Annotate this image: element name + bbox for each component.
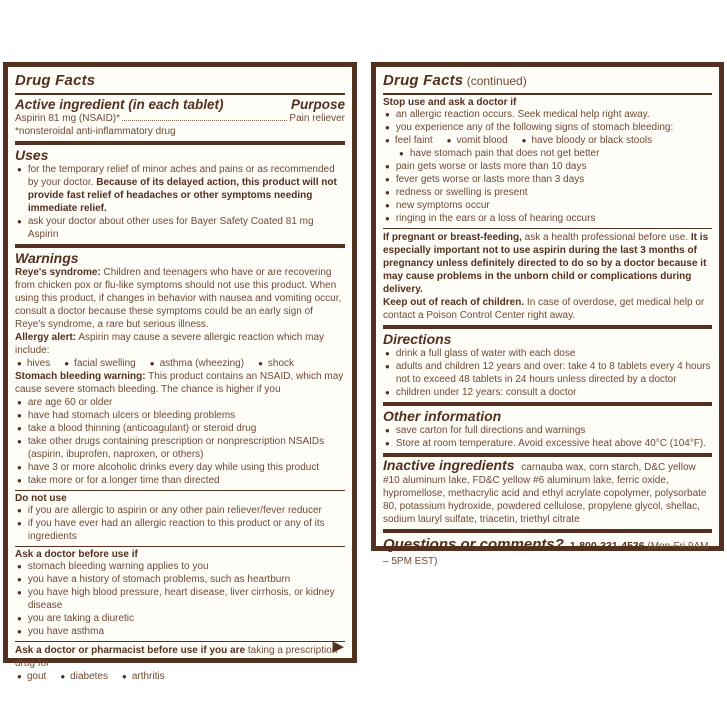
pregnancy-paragraph bbox=[383, 231, 712, 296]
warnings-heading: Warnings bbox=[15, 250, 79, 266]
stomach-text: This product contains an NSAID, which may cause severe stomach bleeding. The chance is higher if you bbox=[15, 371, 344, 395]
bullet-icon: ● bbox=[17, 519, 22, 528]
bullet-icon: ● bbox=[17, 398, 22, 407]
stomach-bleeding-signs bbox=[385, 134, 712, 147]
list-item bbox=[17, 435, 345, 461]
ask-doctor-heading: Ask a doctor before use if bbox=[15, 549, 138, 560]
prescription-item: diabetes bbox=[70, 671, 108, 682]
pregnancy-subsection bbox=[383, 228, 712, 329]
purpose-value: Pain reliever bbox=[289, 113, 345, 124]
nsaid-footnote: *nonsteroidal anti-inflammatory drug bbox=[15, 126, 176, 137]
bullet-icon: ● bbox=[17, 672, 22, 681]
ask-doctor-subsection bbox=[15, 546, 345, 641]
directions-bullet: adults and children 12 years and over: take 4 to 8 tablets every 4 hours not to exceed 48 tablets in 24 hours unless directed by a doctor bbox=[395, 361, 711, 385]
list-item bbox=[17, 215, 345, 241]
allergy-symptom-list bbox=[17, 357, 345, 370]
bullet-icon: ● bbox=[17, 575, 22, 584]
stomach-bleeding-paragraph bbox=[15, 370, 345, 396]
reyes-text: Children and teenagers who have or are recovering from chicken pox or flu-like symptoms should not use this product. When using this product, if changes in behavior with nausea and vomiting occur, consult a doctor because these symptoms could be an early sign of Reye's syndrome, a rare but serious illness. bbox=[15, 267, 342, 330]
pregnancy-lead: If pregnant or breast-feeding, bbox=[383, 232, 522, 243]
list-item bbox=[17, 573, 345, 586]
list-item bbox=[17, 163, 345, 215]
stomach-lead: Stomach bleeding warning: bbox=[15, 371, 146, 382]
bullet-icon: ● bbox=[385, 201, 390, 210]
bullet-icon: ● bbox=[64, 359, 70, 368]
list-item bbox=[385, 360, 712, 386]
prescription-drug-list bbox=[17, 670, 345, 683]
do-not-use-heading: Do not use bbox=[15, 493, 67, 504]
list-item bbox=[17, 560, 345, 573]
list-item bbox=[399, 147, 712, 160]
directions-heading: Directions bbox=[383, 331, 452, 347]
sign-item: have bloody or black stools bbox=[531, 135, 653, 146]
uses-bullet-1-bold: Because of its delayed action, this product will not provide fast relief of headaches or other symptoms needing immediate relief. bbox=[27, 177, 337, 214]
ask-doctor-bullet: you have asthma bbox=[27, 626, 105, 637]
stomach-bullet: are age 60 or older bbox=[27, 397, 113, 408]
keep-out-lead: Keep out of reach of children. bbox=[383, 297, 525, 308]
bullet-icon: ● bbox=[17, 476, 22, 485]
bullet-icon: ● bbox=[17, 463, 22, 472]
list-item bbox=[17, 625, 345, 638]
bullet-icon: ● bbox=[385, 349, 390, 358]
ask-pharmacist-lead: Ask a doctor or pharmacist before use if you are bbox=[15, 645, 246, 656]
bullet-icon: ● bbox=[385, 136, 390, 145]
stop-use-bullet: redness or swelling is present bbox=[395, 187, 528, 198]
purpose-heading: Purpose bbox=[290, 97, 345, 112]
other-info-bullet: save carton for full directions and warnings bbox=[395, 425, 586, 436]
bullet-icon: ● bbox=[60, 672, 66, 681]
drug-facts-continued-header bbox=[383, 69, 712, 95]
stop-use-bullet: fever gets worse or lasts more than 3 days bbox=[395, 174, 585, 185]
drug-facts-panel-right bbox=[371, 62, 724, 567]
bullet-icon: ● bbox=[385, 162, 390, 171]
bullet-icon: ● bbox=[149, 359, 155, 368]
ingredient-name: Aspirin 81 mg (NSAID)* bbox=[15, 113, 121, 124]
list-item bbox=[385, 386, 712, 399]
bullet-icon: ● bbox=[121, 672, 127, 681]
ask-doctor-bullet: you have a history of stomach problems, such as heartburn bbox=[27, 574, 291, 585]
inactive-ingredients-paragraph bbox=[383, 459, 712, 526]
list-item bbox=[17, 422, 345, 435]
active-ingredient-section bbox=[15, 95, 345, 145]
bullet-icon: ● bbox=[17, 627, 22, 636]
stop-use-bullet: ringing in the ears or a loss of hearing occurs bbox=[395, 213, 596, 224]
list-item bbox=[17, 612, 345, 625]
allergy-item: hives bbox=[26, 358, 51, 369]
uses-heading: Uses bbox=[15, 147, 49, 163]
stop-use-bullet: you experience any of the following signs of stomach bleeding: bbox=[395, 122, 674, 133]
other-information-heading: Other information bbox=[383, 408, 502, 424]
allergy-item: asthma (wheezing) bbox=[159, 358, 245, 369]
list-item bbox=[17, 461, 345, 474]
questions-heading: Questions or comments? bbox=[383, 536, 564, 553]
bullet-icon: ● bbox=[17, 359, 22, 368]
list-item bbox=[385, 108, 712, 121]
do-not-use-bullet: if you are allergic to aspirin or any other pain reliever/fever reducer bbox=[27, 505, 322, 516]
allergy-item: shock bbox=[267, 358, 295, 369]
bullet-icon: ● bbox=[385, 188, 390, 197]
directions-bullet: drink a full glass of water with each dose bbox=[395, 348, 576, 359]
do-not-use-subsection bbox=[15, 490, 345, 546]
drug-facts-title: Drug Facts bbox=[15, 72, 96, 89]
list-item bbox=[385, 121, 712, 134]
allergy-paragraph bbox=[15, 331, 345, 357]
keep-out-paragraph bbox=[383, 296, 712, 322]
do-not-use-bullet: if you have ever had an allergic reaction to this product or any of its ingredients bbox=[27, 518, 325, 542]
drug-facts-header bbox=[15, 69, 345, 95]
list-item bbox=[17, 409, 345, 422]
pregnancy-mid: ask a health professional before use. bbox=[521, 232, 691, 243]
stop-use-section bbox=[383, 95, 712, 228]
bullet-icon: ● bbox=[385, 388, 390, 397]
list-item bbox=[385, 160, 712, 173]
list-item bbox=[17, 474, 345, 487]
sign-item: vomit blood bbox=[456, 135, 508, 146]
bullet-icon: ● bbox=[385, 175, 390, 184]
prescription-item: arthritis bbox=[131, 671, 165, 682]
bullet-icon: ● bbox=[17, 506, 22, 515]
ask-pharmacist-subsection bbox=[15, 638, 345, 686]
continued-label: (continued) bbox=[463, 74, 527, 88]
allergy-text: Aspirin may cause a severe allergic reaction which may include: bbox=[15, 332, 325, 356]
allergy-item: facial swelling bbox=[74, 358, 136, 369]
list-item bbox=[385, 173, 712, 186]
stomach-bullet: take a blood thinning (anticoagulant) or steroid drug bbox=[27, 423, 257, 434]
bullet-icon: ● bbox=[17, 411, 22, 420]
bullet-icon: ● bbox=[17, 562, 22, 571]
bullet-icon: ● bbox=[385, 426, 390, 435]
bullet-icon: ● bbox=[17, 424, 22, 433]
directions-bullet: children under 12 years: consult a doctor bbox=[395, 387, 577, 398]
list-item bbox=[385, 347, 712, 360]
stomach-bullet: have 3 or more alcoholic drinks every day while using this product bbox=[27, 462, 320, 473]
stomach-bullet: take other drugs containing prescription or nonprescription NSAIDs (aspirin, ibuprofen, naproxen, or others) bbox=[27, 436, 325, 460]
prescription-item: gout bbox=[26, 671, 47, 682]
stop-use-bullet: new symptoms occur bbox=[395, 200, 490, 211]
bullet-icon: ● bbox=[446, 136, 452, 145]
bullet-icon: ● bbox=[385, 110, 390, 119]
list-item bbox=[17, 517, 345, 543]
active-ingredient-heading: Active ingredient (in each tablet) bbox=[15, 97, 224, 112]
list-item bbox=[385, 424, 712, 437]
uses-section bbox=[15, 145, 345, 248]
ask-pharmacist-text: taking a prescription drug for bbox=[15, 645, 338, 669]
bullet-icon: ● bbox=[385, 439, 390, 448]
bullet-icon: ● bbox=[17, 437, 22, 446]
stop-use-heading: Stop use and ask a doctor if bbox=[383, 97, 517, 108]
list-item bbox=[385, 437, 712, 450]
uses-bullet-2-text: ask your doctor about other uses for Bayer Safety Coated 81 mg Aspirin bbox=[27, 216, 314, 240]
ask-doctor-bullet: stomach bleeding warning applies to you bbox=[27, 561, 209, 572]
pregnancy-bold: It is especially important not to use aspirin during the last 3 months of pregnancy unless definitely directed to do so by a doctor because it may cause problems in the unborn child or complications during delivery. bbox=[383, 232, 709, 295]
list-item bbox=[17, 396, 345, 409]
inactive-ingredients-list: carnauba wax, corn starch, D&C yellow #10 aluminum lake, FD&C yellow #6 aluminum lake, ferric oxide, hypromellose, methacrylic acid and ethyl acrylate copolymer, polysorbate 80, potassium hydroxide, powdered cellulose, propylene glycol, shellac, sodium lauryl sulfate, triacetin, triethyl citrate bbox=[383, 462, 707, 525]
bullet-icon: ● bbox=[521, 136, 527, 145]
list-item bbox=[385, 199, 712, 212]
bullet-icon: ● bbox=[385, 123, 390, 132]
bullet-icon: ● bbox=[17, 165, 22, 174]
inactive-ingredients-section bbox=[383, 457, 712, 533]
sign-item: have stomach pain that does not get better bbox=[409, 148, 600, 159]
uses-bullet-1-text: for the temporary relief of minor aches and pains or as recommended by your doctor. bbox=[27, 164, 335, 188]
questions-section bbox=[383, 533, 712, 572]
bullet-icon: ● bbox=[17, 588, 22, 597]
bullet-icon: ● bbox=[17, 614, 22, 623]
drug-facts-panel-left bbox=[3, 62, 357, 682]
sign-item: feel faint bbox=[394, 135, 433, 146]
stop-use-bullet: an allergic reaction occurs. Seek medical help right away. bbox=[395, 109, 650, 120]
phone-number: 1-800-331-4536 bbox=[569, 540, 645, 552]
reyes-paragraph bbox=[15, 266, 345, 331]
allergy-lead: Allergy alert: bbox=[15, 332, 77, 343]
bullet-icon: ● bbox=[385, 362, 390, 371]
ask-doctor-bullet: you have high blood pressure, heart disease, liver cirrhosis, or kidney disease bbox=[27, 587, 335, 611]
dotted-leader bbox=[122, 120, 287, 121]
phone-hours: (Mon-Fri 9AM – 5PM EST) bbox=[383, 541, 709, 567]
list-item bbox=[385, 186, 712, 199]
list-item bbox=[17, 504, 345, 517]
directions-section bbox=[383, 329, 712, 406]
other-information-section bbox=[383, 406, 712, 457]
bullet-icon: ● bbox=[385, 214, 390, 223]
list-item bbox=[385, 212, 712, 225]
inactive-ingredients-heading: Inactive ingredients bbox=[383, 457, 515, 473]
bullet-icon: ● bbox=[17, 217, 22, 226]
stop-use-bullet: pain gets worse or lasts more than 10 days bbox=[395, 161, 587, 172]
drug-facts-title-continued: Drug Facts bbox=[383, 72, 464, 89]
ask-doctor-bullet: you are taking a diuretic bbox=[27, 613, 135, 624]
bullet-icon: ● bbox=[399, 149, 404, 158]
stomach-bullet: have had stomach ulcers or bleeding problems bbox=[27, 410, 236, 421]
other-info-bullet: Store at room temperature. Avoid excessive heat above 40°C (104°F). bbox=[395, 438, 707, 449]
list-item bbox=[17, 586, 345, 612]
keep-out-text: In case of overdose, get medical help or contact a Poison Control Center right away. bbox=[383, 297, 705, 321]
stomach-bullet: take more or for a longer time than directed bbox=[27, 475, 220, 486]
bullet-icon: ● bbox=[258, 359, 263, 368]
reyes-lead: Reye's syndrome: bbox=[15, 267, 101, 278]
warnings-section bbox=[15, 248, 345, 490]
continue-arrow-icon: ▶ bbox=[332, 638, 344, 655]
